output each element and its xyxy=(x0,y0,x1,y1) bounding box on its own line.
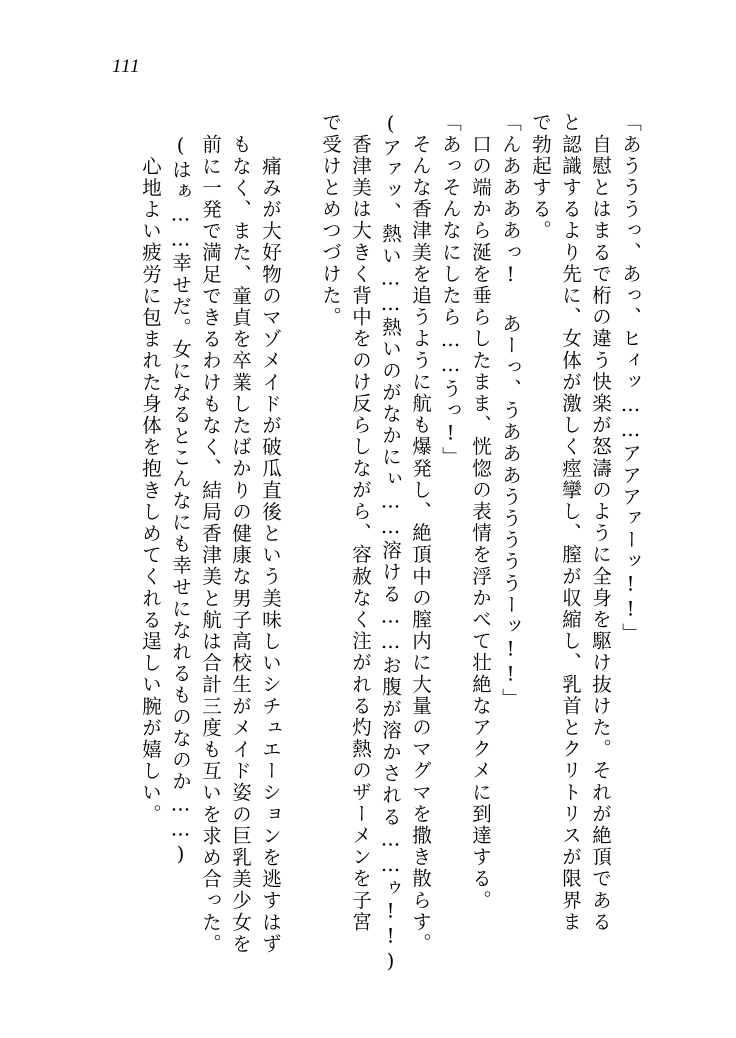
text-column: 心地よい疲労に包まれた身体を抱きしめてくれる逞しい腕が嬉しい。 xyxy=(139,134,162,826)
text-column: 口の端から涎を垂らしたまま、恍惚の表情を浮かべて壮絶なアクメに到達する。 xyxy=(469,112,492,912)
text-column: 痛みが大好物のマゾメイドが破瓜直後という美味しいシチュエーションを逃すはず xyxy=(259,134,282,955)
text-column: 「あっそんなにしたら……うっ!」 xyxy=(439,112,462,469)
page-number: 111 xyxy=(112,56,141,77)
text-column: もなく、また、童貞を卒業したばかりの健康な男子高校生がメイド姿の巨乳美少女を xyxy=(229,134,252,955)
text-column: と認識するより先に、女体が激しく痙攣し、膣が収縮し、乳首とクリトリスが限界ま xyxy=(559,112,582,933)
vertical-text-block xyxy=(96,112,642,975)
text-column: 「んああああっ! あーっ、うあああうううううーッ!!」 xyxy=(499,112,522,710)
text-column: 「あうううっ、あっ、ヒィッ……アアアァーッ!!」 xyxy=(619,112,642,645)
text-column-blank xyxy=(280,112,310,932)
text-column: (アァッ、熱い……熱いのがなかにぃ……溶ける……お腹が溶かされる……ゥ!!) xyxy=(379,112,402,975)
text-column: 香津美は大きく背中をのけ反らしながら、容赦なく注がれる灼熱のザーメンを子宮 xyxy=(349,112,372,933)
text-column: 前に一発で満足できるわけもなく、結局香津美と航は合計三度も互いを求め合った。 xyxy=(199,134,222,955)
text-column: 自慰とはまるで桁の違う快楽が怒濤のように全身を駆け抜けた。それが絶頂である xyxy=(589,112,612,933)
text-column: で受けとめつづけた。 xyxy=(319,112,342,328)
text-column: そんな香津美を追うように航も爆発し、絶頂中の膣内に大量のマグマを撒き散らす。 xyxy=(409,112,432,955)
text-column: (はぁ……幸せだ。女になるとこんなにも幸せになれるものなのか……) xyxy=(169,134,192,868)
text-column: で勃起する。 xyxy=(529,112,552,242)
